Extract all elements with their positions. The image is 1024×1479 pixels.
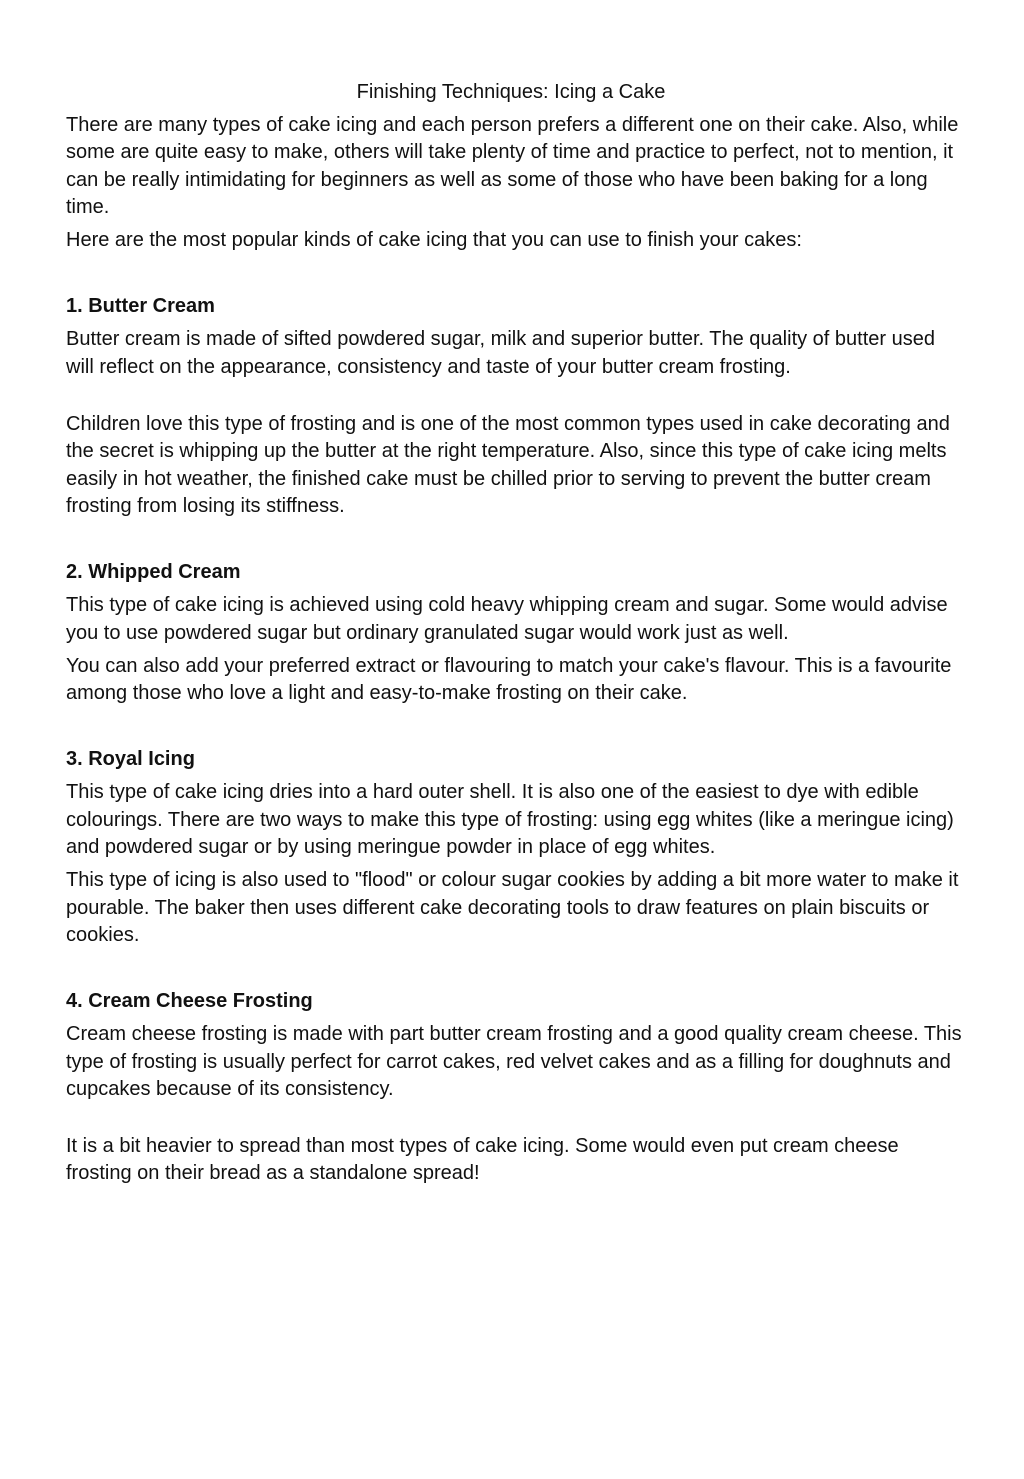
section-paragraph: Children love this type of frosting and is one of the most common types used in cake decorating and the secret is whipping up the butter at the right temperature. Also, since this type of cake icing melts easily in hot weather, the finished cake must be chilled prior to serving to prevent the butter cream frosting from losing its stiffness.	[66, 413, 950, 517]
section-heading: 4. Cream Cheese Frosting	[66, 990, 313, 1013]
page-title: Finishing Techniques: Icing a Cake	[356, 81, 666, 103]
section-paragraph: You can also add your preferred extract or flavouring to match your cake's flavour. This is a favourite among those who love a light and easy-to-make frosting on their cake.	[66, 654, 952, 705]
section-whipped-cream	[66, 558, 966, 707]
section-paragraph: This type of cake icing is achieved using cold heavy whipping cream and sugar. Some would advise you to use powdered sugar but ordinary granulated sugar would work just as well.	[66, 594, 948, 644]
section-heading: 2. Whipped Cream	[66, 561, 241, 584]
section-paragraph: This type of cake icing dries into a hard outer shell. It is also one of the easiest to dye with edible colourings. There are two ways to make this type of frosting: using egg whites (like a meringue icing) and powdered sugar or by using meringue powder in place of egg whites.	[66, 781, 954, 859]
section-butter-cream	[66, 292, 966, 520]
section-cream-cheese-frosting	[66, 987, 966, 1187]
intro-paragraph: There are many types of cake icing and each person prefers a different one on their cake. Also, while some are quite easy to make, others will take plenty of time and practice to perfect, not to mention, it can be really intimidating for beginners as well as some of those who have been baking for a long time.	[66, 114, 959, 218]
section-paragraph: Butter cream is made of sifted powdered sugar, milk and superior butter. The quality of butter used will reflect on the appearance, consistency and taste of your butter cream frosting.	[66, 328, 935, 378]
section-paragraph: This type of icing is also used to "flood" or colour sugar cookies by adding a bit more water to make it pourable. The baker then uses different cake decorating tools to draw features on plain biscuits or cookies.	[66, 869, 959, 946]
section-heading: 3. Royal Icing	[66, 748, 195, 771]
section-royal-icing	[66, 745, 966, 949]
section-heading: 1. Butter Cream	[66, 295, 215, 318]
intro-paragraph: Here are the most popular kinds of cake icing that you can use to finish your cakes:	[66, 229, 802, 252]
document-page	[66, 78, 966, 1188]
section-paragraph: Cream cheese frosting is made with part butter cream frosting and a good quality cream cheese. This type of frosting is usually perfect for carrot cakes, red velvet cakes and as a filling for doughnuts and cupcakes because of its consistency.	[66, 1023, 962, 1100]
section-paragraph: It is a bit heavier to spread than most types of cake icing. Some would even put cream cheese frosting on their bread as a standalone spread!	[66, 1135, 899, 1185]
